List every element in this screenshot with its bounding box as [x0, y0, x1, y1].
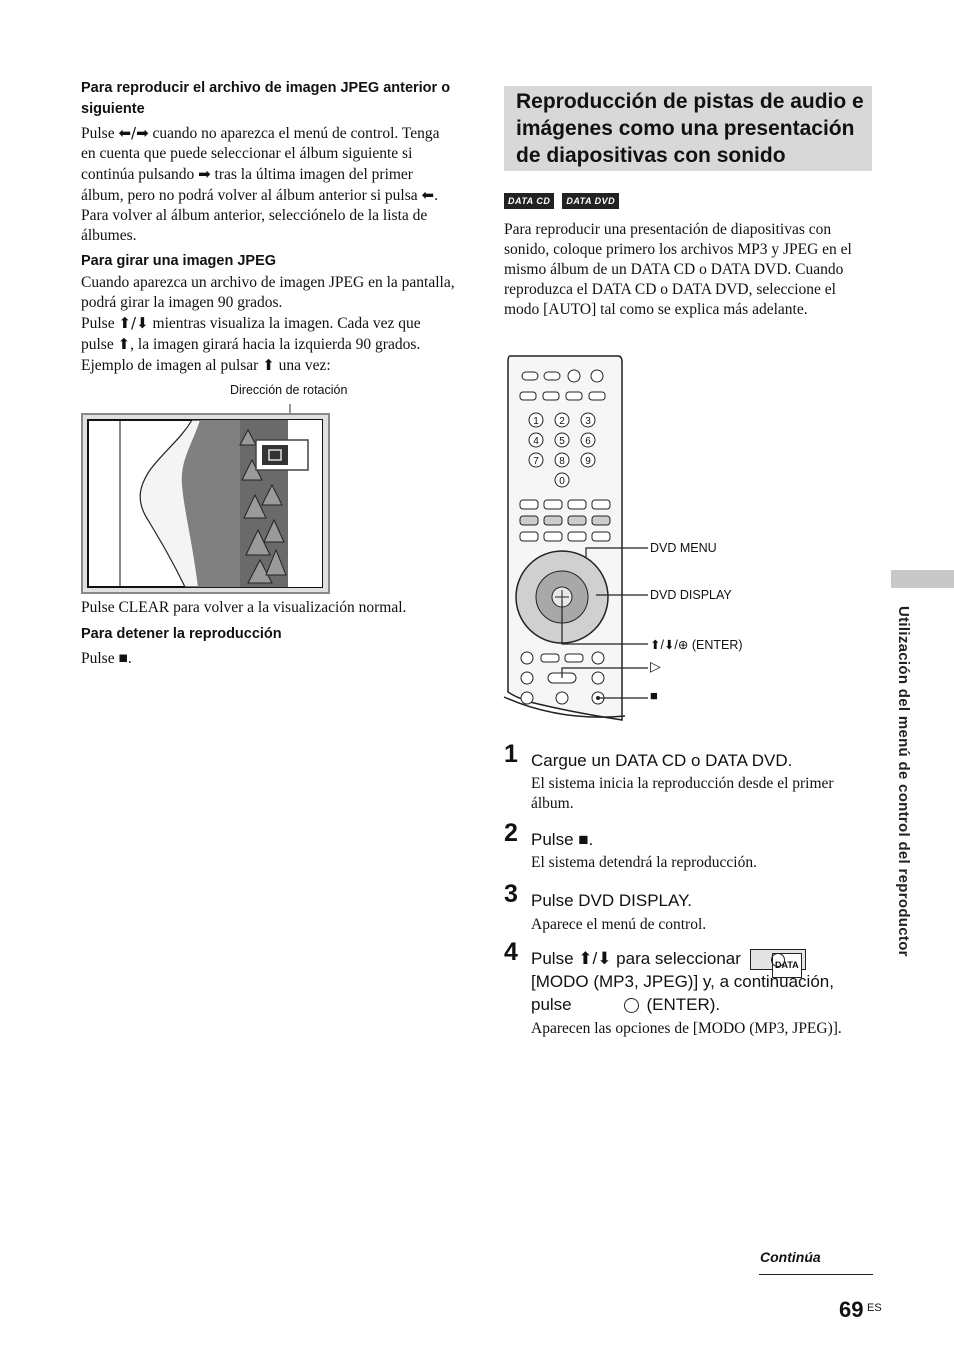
- keypad-0: 0: [559, 476, 565, 487]
- step-4-line-2: [MODO (MP3, JPEG)] y, a continuación,: [531, 972, 834, 991]
- heading-prev-next: Para reproducir el archivo de imagen JPEG anterior o siguiente: [81, 80, 451, 117]
- step-1-text: Cargue un DATA CD o DATA DVD.: [531, 751, 793, 770]
- step-3-number: 3: [504, 880, 518, 908]
- keypad-6: 6: [585, 436, 591, 447]
- up-arrow-icon: ⬆: [117, 335, 131, 353]
- step-1-number: 1: [504, 740, 518, 768]
- paragraph-prev-next: Pulse ⬅/➡ cuando no aparezca el menú de control. Tenga en cuenta que puede seleccionar el álbum siguiente si continúa pulsando ➡ tras la última imagen del primer álbum, pero no podrá volver al álbum anterior si pulsa ⬅. Para volver al álbum anterior, selecciónelo de la lista de álbumes.: [81, 124, 440, 244]
- data-cd-badge: DATA CD: [504, 193, 554, 209]
- play-icon: ▷: [650, 658, 661, 674]
- up-down-arrow-icon: ⬆/⬇: [118, 314, 149, 332]
- data-dvd-badge: DATA DVD: [562, 193, 619, 209]
- keypad-4: 4: [533, 436, 539, 447]
- mode-data-icon: DATA: [750, 949, 806, 970]
- step-4-line-3: (ENTER).: [531, 993, 720, 1016]
- step-2-text: Pulse ■.: [531, 830, 594, 849]
- enter-icon: [624, 998, 639, 1013]
- dvd-display-label: DVD DISPLAY: [650, 588, 732, 602]
- page-number: 69: [839, 1297, 864, 1322]
- step-3-desc: Aparece el menú de control.: [531, 916, 707, 933]
- stop-instruction: Pulse ■.: [81, 650, 132, 667]
- rotation-label: Dirección de rotación: [230, 383, 348, 397]
- up-arrow-icon: ⬆: [262, 356, 275, 374]
- stop-icon: ■: [118, 650, 128, 667]
- remote-control-illustration: [500, 352, 650, 724]
- keypad-2: 2: [559, 416, 565, 427]
- left-arrow-icon: ⬅: [421, 186, 435, 204]
- clear-instruction: Pulse CLEAR para volver a la visualización normal.: [81, 599, 407, 616]
- step-2-desc: El sistema detendrá la reproducción.: [531, 854, 757, 871]
- page-lang: ES: [867, 1302, 882, 1314]
- right-arrow-icon: ➡: [198, 165, 211, 183]
- keypad-7: 7: [533, 456, 539, 467]
- dvd-menu-label: DVD MENU: [650, 541, 717, 555]
- keypad-1: 1: [533, 416, 539, 427]
- heading-stop: Para detener la reproducción: [81, 626, 282, 642]
- intro-paragraph: Para reproducir una presentación de diapositivas con sonido, coloque primero los archivos MP3 y JPEG en el mismo álbum de un DATA CD o DATA DVD. Cuando reproduzca el DATA CD o DATA DVD, seleccione el modo [AUTO] tal como se explica más adelante.: [504, 221, 852, 318]
- section-header: [504, 86, 872, 171]
- continua-label: Continúa: [760, 1249, 821, 1265]
- section-title: Reproducción de pistas de audio e imágenes como una presentación de diapositivas con sonido: [516, 90, 864, 167]
- step-3-text: Pulse DVD DISPLAY.: [531, 891, 692, 910]
- step-4-pulse: pulse: [531, 995, 572, 1014]
- keypad-5: 5: [559, 436, 565, 447]
- keypad-9: 9: [585, 456, 591, 467]
- keypad-8: 8: [559, 456, 565, 467]
- disc-badges: [504, 191, 623, 209]
- paragraph-rotate: Cuando aparezca un archivo de imagen JPEG en la pantalla, podrá girar la imagen 90 grados. Pulse ⬆/⬇ mientras visualiza la imagen. Cada vez que pulse ⬆, la imagen girará hacia la izquierda 90 grados. Ejemplo de imagen al pulsar ⬆ una vez:: [81, 274, 455, 374]
- stop-icon: ■: [650, 688, 658, 703]
- left-right-arrow-icon: ⬅/➡: [118, 124, 149, 142]
- step-4-number: 4: [504, 938, 518, 966]
- left-column: [81, 78, 456, 376]
- side-tab-marker: [891, 570, 954, 588]
- enter-label: ⬆/⬇/⊕ (ENTER): [650, 638, 743, 652]
- footer-divider: [759, 1274, 873, 1275]
- rotation-example-figure: [80, 400, 332, 596]
- step-2-number: 2: [504, 819, 518, 847]
- step-4-line-1: Pulse ⬆/⬇ para seleccionar DATA: [531, 947, 806, 970]
- step-4-desc: Aparecen las opciones de [MODO (MP3, JPEG)].: [531, 1020, 842, 1037]
- heading-rotate: Para girar una imagen JPEG: [81, 253, 277, 269]
- step-1-desc: El sistema inicia la reproducción desde el primer álbum.: [531, 775, 834, 812]
- side-tab-label: Utilización del menú de control del reproductor: [895, 606, 912, 957]
- keypad-3: 3: [585, 416, 591, 427]
